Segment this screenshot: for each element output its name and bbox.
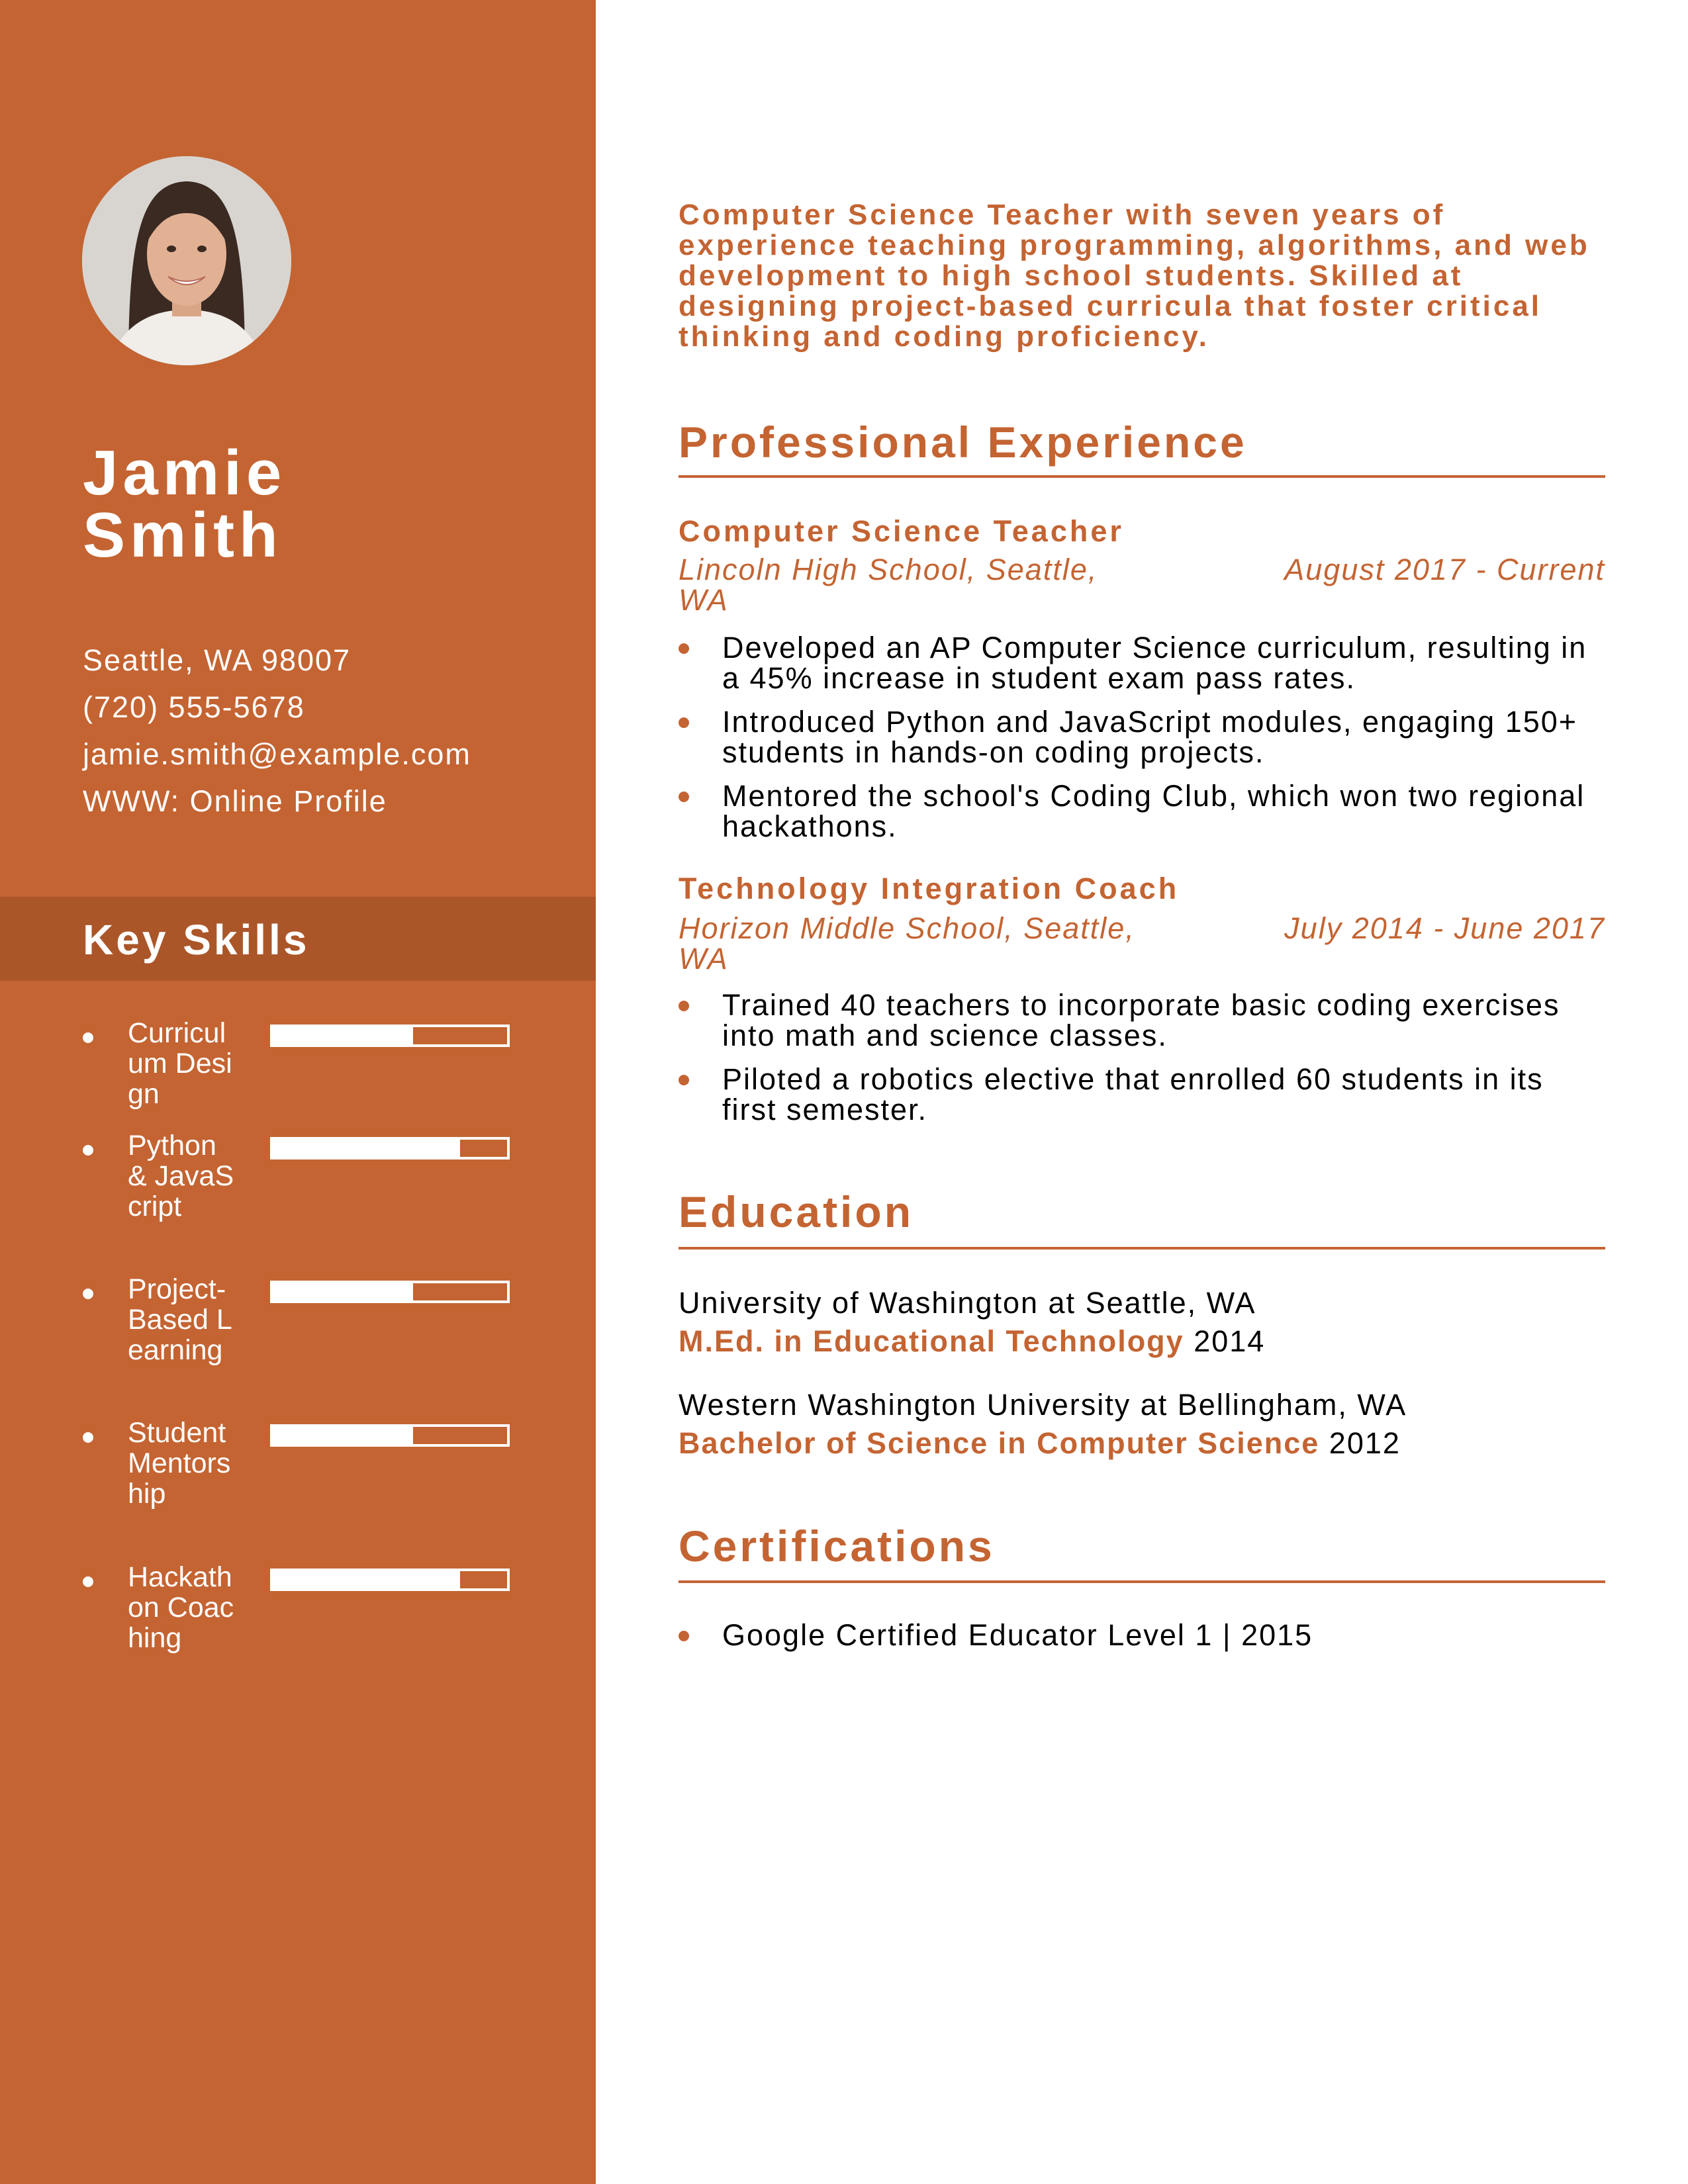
education-heading: Education bbox=[679, 1187, 914, 1236]
list-item: Mentored the school's Coding Club, which won two regional hackathons. bbox=[679, 781, 1605, 842]
bullet-icon bbox=[83, 1432, 93, 1443]
skill-level-fill bbox=[273, 1140, 460, 1157]
phone: (720) 555-5678 bbox=[83, 690, 305, 724]
email-link[interactable]: jamie.smith@example.com bbox=[83, 737, 471, 771]
skill-level-bar bbox=[270, 1424, 510, 1447]
skill-level-fill bbox=[273, 1427, 413, 1444]
list-item: Piloted a robotics elective that enrolled 60 students in its first semester. bbox=[679, 1064, 1605, 1125]
skill-level-bar bbox=[270, 1137, 510, 1160]
first-name: Jamie bbox=[83, 437, 287, 508]
section-divider bbox=[679, 1580, 1605, 1583]
skill-label: Hackathon Coaching bbox=[128, 1562, 234, 1654]
education-degree bbox=[679, 1325, 1605, 1358]
list-item: Introduced Python and JavaScript modules, engaging 150+ students in hands-on coding projects. bbox=[679, 707, 1605, 768]
education-school: University of Washington at Seattle, WA bbox=[679, 1286, 1256, 1320]
skills-title: Key Skills bbox=[83, 916, 310, 964]
skill-label: Python & JavaScript bbox=[128, 1130, 234, 1222]
skill-label: Curriculum Design bbox=[128, 1018, 232, 1110]
bullet-icon bbox=[83, 1289, 93, 1299]
contact-info bbox=[83, 637, 586, 825]
job-dates: August 2017 - Current bbox=[1284, 553, 1605, 586]
last-name: Smith bbox=[83, 500, 283, 570]
skill-level-fill bbox=[273, 1571, 460, 1588]
degree-year: 2014 bbox=[1194, 1324, 1266, 1358]
education-degree bbox=[679, 1427, 1605, 1460]
job-bullets bbox=[679, 633, 1605, 855]
skill-level-fill bbox=[273, 1283, 413, 1300]
website-link[interactable]: WWW: Online Profile bbox=[83, 784, 387, 818]
profile-photo-image bbox=[82, 156, 291, 365]
certification-list bbox=[679, 1620, 1605, 1664]
skill-level-fill bbox=[273, 1027, 413, 1044]
section-divider bbox=[679, 1247, 1605, 1250]
experience-heading: Professional Experience bbox=[679, 418, 1247, 467]
bullet-icon bbox=[83, 1576, 93, 1587]
candidate-name bbox=[83, 437, 573, 570]
section-divider bbox=[679, 475, 1605, 478]
list-item: Google Certified Educator Level 1 | 2015 bbox=[679, 1620, 1605, 1651]
degree-name: M.Ed. in Educational Technology bbox=[679, 1324, 1184, 1358]
sidebar bbox=[0, 0, 596, 2184]
job-employer: Horizon Middle School, Seattle, WA bbox=[679, 911, 1135, 976]
skill-label: Project-Based Learning bbox=[128, 1274, 232, 1366]
job-employer: Lincoln High School, Seattle, WA bbox=[679, 553, 1098, 617]
bullet-icon bbox=[83, 1032, 93, 1043]
bullet-icon bbox=[83, 1145, 93, 1156]
job-title: Technology Integration Coach bbox=[679, 872, 1180, 905]
skills-header bbox=[0, 897, 596, 981]
job-bullets bbox=[679, 990, 1605, 1138]
professional-summary: Computer Science Teacher with seven years of experience teaching programming, algorithms, and web development to high school students. Skilled at designing project-based curricula that foster critical thinking and coding proficiency. bbox=[679, 199, 1590, 353]
skill-level-bar bbox=[270, 1281, 510, 1303]
degree-name: Bachelor of Science in Computer Science bbox=[679, 1426, 1320, 1460]
degree-year: 2012 bbox=[1329, 1426, 1401, 1460]
job-dates: July 2014 - June 2017 bbox=[1284, 911, 1605, 945]
profile-photo bbox=[82, 156, 291, 365]
list-item: Developed an AP Computer Science curriculum, resulting in a 45% increase in student exam pass rates. bbox=[679, 633, 1605, 694]
skill-level-bar bbox=[270, 1024, 510, 1047]
address: Seattle, WA 98007 bbox=[83, 643, 352, 677]
skill-level-bar bbox=[270, 1569, 510, 1591]
certifications-heading: Certifications bbox=[679, 1522, 995, 1570]
job-title: Computer Science Teacher bbox=[679, 514, 1124, 548]
list-item: Trained 40 teachers to incorporate basic coding exercises into math and science classes. bbox=[679, 990, 1605, 1051]
skill-label: Student Mentorship bbox=[128, 1418, 231, 1510]
education-school: Western Washington University at Bellingham, WA bbox=[679, 1388, 1407, 1422]
